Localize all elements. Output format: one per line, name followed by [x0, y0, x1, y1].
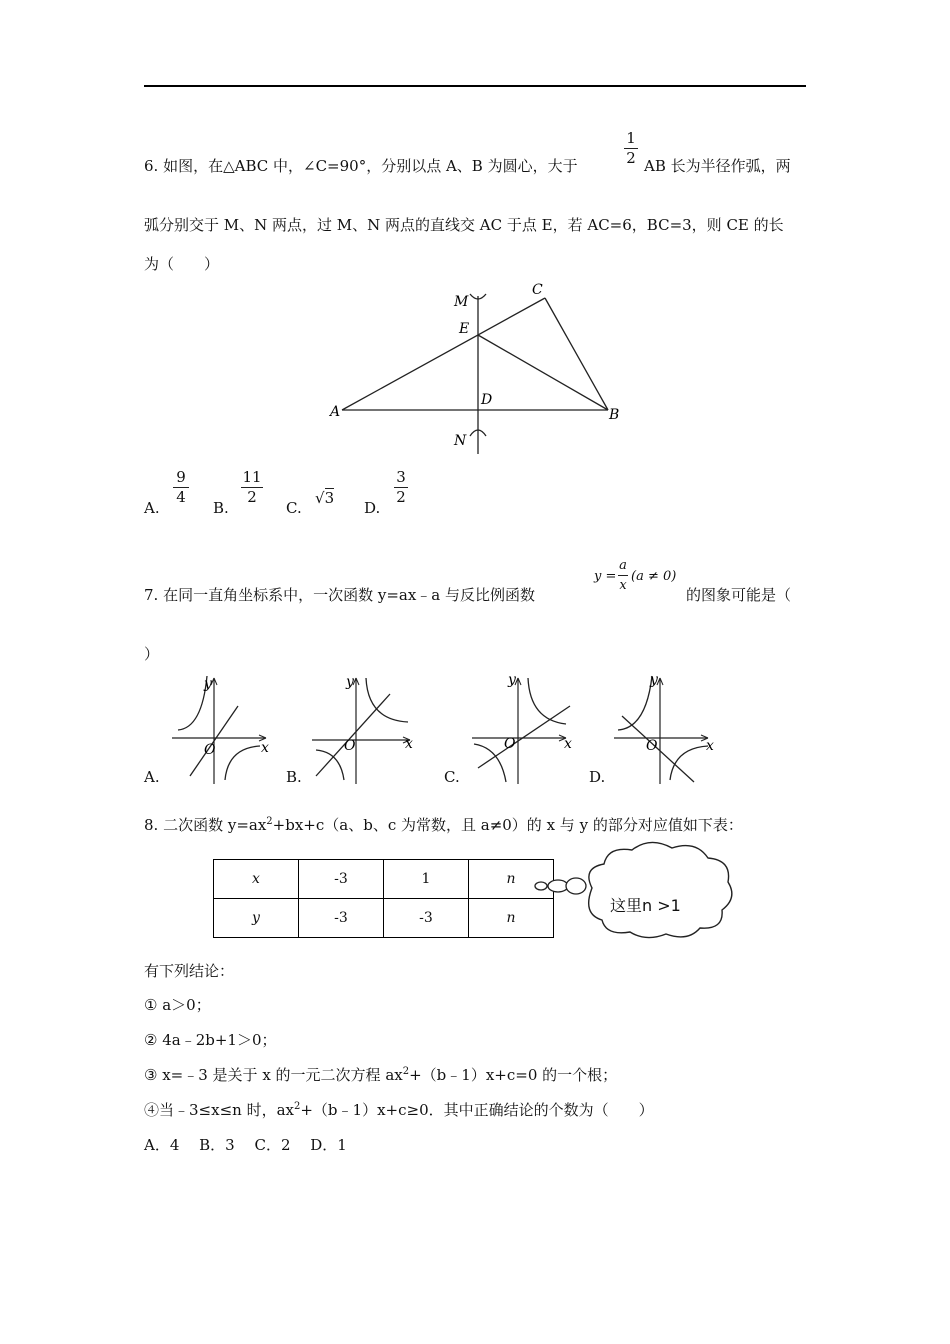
- segment-ac: [342, 298, 545, 410]
- q8-value-table: [213, 859, 554, 938]
- table-row: [214, 860, 554, 899]
- q7-graph-b: [310, 672, 420, 784]
- q6-option-c-label: C.: [286, 499, 302, 517]
- table-cell: -3: [299, 899, 384, 938]
- q7-formula-num: a: [619, 558, 627, 573]
- q8-conclusion-1: ① a＞0；: [144, 996, 211, 1014]
- q8-conclusion-3: [144, 1064, 617, 1085]
- q6-half-fraction: [624, 130, 638, 167]
- q6-option-b-label: B.: [213, 499, 229, 517]
- q7-formula-den: x: [619, 578, 627, 593]
- q6-option-a-label: A.: [144, 499, 160, 517]
- q7-option-b-label: B.: [286, 768, 302, 786]
- q8-text-pre: 8. 二次函数 y=ax: [144, 816, 267, 834]
- svg-text:O: O: [646, 738, 658, 754]
- q7-graph-c: [470, 672, 580, 784]
- q6-option-d-num: 3: [396, 468, 406, 486]
- bubble-text: 这里n >1: [610, 896, 681, 915]
- q7-formula-fraction: [618, 557, 628, 594]
- q6-line1-text: 6. 如图，在△ABC 中，∠C=90°，分别以点 A、B 为圆心，大于: [144, 157, 578, 175]
- svg-text:x: x: [261, 740, 269, 756]
- q8-c4-pre: ④当﹣3≤x≤n 时，ax: [144, 1101, 294, 1119]
- label-d: D: [481, 392, 493, 408]
- q6-option-d-label: D.: [364, 499, 381, 517]
- q8-conclusion-2: ② 4a﹣2b+1＞0；: [144, 1031, 277, 1049]
- q7-formula-cond: (a ≠ 0): [631, 569, 677, 584]
- q6-line2: 弧分别交于 M、N 两点，过 M、N 两点的直线交 AC 于点 E，若 AC=6，BC=3，则 CE 的长: [144, 216, 784, 234]
- q8-c3-pre: ③ x=﹣3 是关于 x 的一元二次方程 ax: [144, 1066, 403, 1084]
- q6-option-c-value: 3: [324, 489, 335, 507]
- thought-bubble: [532, 838, 742, 942]
- table-cell: -3: [384, 899, 469, 938]
- label-a: A: [330, 404, 341, 420]
- table-cell: n: [469, 860, 554, 899]
- q7-option-d-label: D.: [589, 768, 606, 786]
- label-e: E: [459, 321, 470, 337]
- svg-text:O: O: [504, 736, 516, 752]
- q6-line1-tail: AB 长为半径作弧，两: [644, 157, 791, 175]
- q7-option-a-label: A.: [144, 768, 160, 786]
- table-cell: y: [214, 899, 299, 938]
- q8-conclusions-title: 有下列结论：: [144, 962, 235, 980]
- q7-option-c-label: C.: [444, 768, 460, 786]
- table-cell: -3: [299, 860, 384, 899]
- svg-text:y: y: [508, 672, 516, 688]
- q8-c3-post: +（b﹣1）x+c=0 的一个根；: [409, 1066, 618, 1084]
- svg-text:O: O: [204, 742, 216, 758]
- q6-option-b-num: 11: [242, 468, 262, 486]
- segment-cb: [545, 298, 608, 410]
- label-b: B: [609, 407, 620, 423]
- q6-half-num: 1: [626, 129, 636, 147]
- segment-eb: [478, 335, 608, 410]
- q6-triangle-figure: [320, 278, 630, 460]
- q6-option-a-num: 9: [176, 468, 186, 486]
- q8-c4-post: +（b﹣1）x+c≥0．其中正确结论的个数为（ ）: [300, 1101, 654, 1119]
- q6-option-b-fraction: [241, 469, 263, 506]
- q7-formula-lhs: y =: [594, 569, 617, 584]
- q6-option-a-den: 4: [176, 488, 186, 506]
- q6-line3: 为（ ）: [144, 255, 220, 273]
- label-m: M: [454, 294, 469, 310]
- table-row: [214, 899, 554, 938]
- q6-half-den: 2: [626, 149, 636, 167]
- q8-options: A．4 B．3 C．2 D．1: [144, 1136, 347, 1154]
- header-rule: [144, 85, 806, 87]
- table-cell: x: [214, 860, 299, 899]
- q6-option-d-den: 2: [396, 488, 406, 506]
- q6-option-c-sqrt: [315, 489, 334, 507]
- q8-sup: 2: [266, 816, 273, 827]
- svg-text:O: O: [344, 738, 356, 754]
- svg-text:x: x: [564, 736, 572, 752]
- sqrt-icon: √: [315, 489, 325, 507]
- q6-option-d-fraction: [394, 469, 408, 506]
- q7-graph-a: [170, 672, 280, 784]
- svg-text:x: x: [405, 736, 413, 752]
- svg-text:y: y: [204, 676, 212, 692]
- q6-line1: [144, 155, 578, 176]
- q7-line1-tail: 的图象可能是（: [686, 586, 792, 604]
- q8-c3-sup: 2: [402, 1066, 410, 1077]
- q8-text-post: +bx+c（a、b、c 为常数，且 a≠0）的 x 与 y 的部分对应值如下表：: [272, 816, 743, 834]
- table-cell: n: [469, 899, 554, 938]
- q7-line2: ）: [144, 645, 160, 663]
- q7-graph-d: [612, 672, 722, 784]
- q8-c4-sup: 2: [293, 1101, 301, 1112]
- label-n: N: [454, 433, 467, 449]
- q6-option-b-den: 2: [247, 488, 257, 506]
- label-c: C: [532, 282, 543, 298]
- q8-line1: [144, 814, 743, 835]
- svg-text:x: x: [706, 738, 714, 754]
- table-cell: 1: [384, 860, 469, 899]
- q8-conclusion-4: [144, 1099, 654, 1120]
- svg-text:y: y: [650, 672, 658, 688]
- q7-line1: 7. 在同一直角坐标系中，一次函数 y=ax﹣a 与反比例函数: [144, 586, 536, 604]
- svg-text:y: y: [346, 674, 354, 690]
- q6-option-a-fraction: [173, 469, 189, 506]
